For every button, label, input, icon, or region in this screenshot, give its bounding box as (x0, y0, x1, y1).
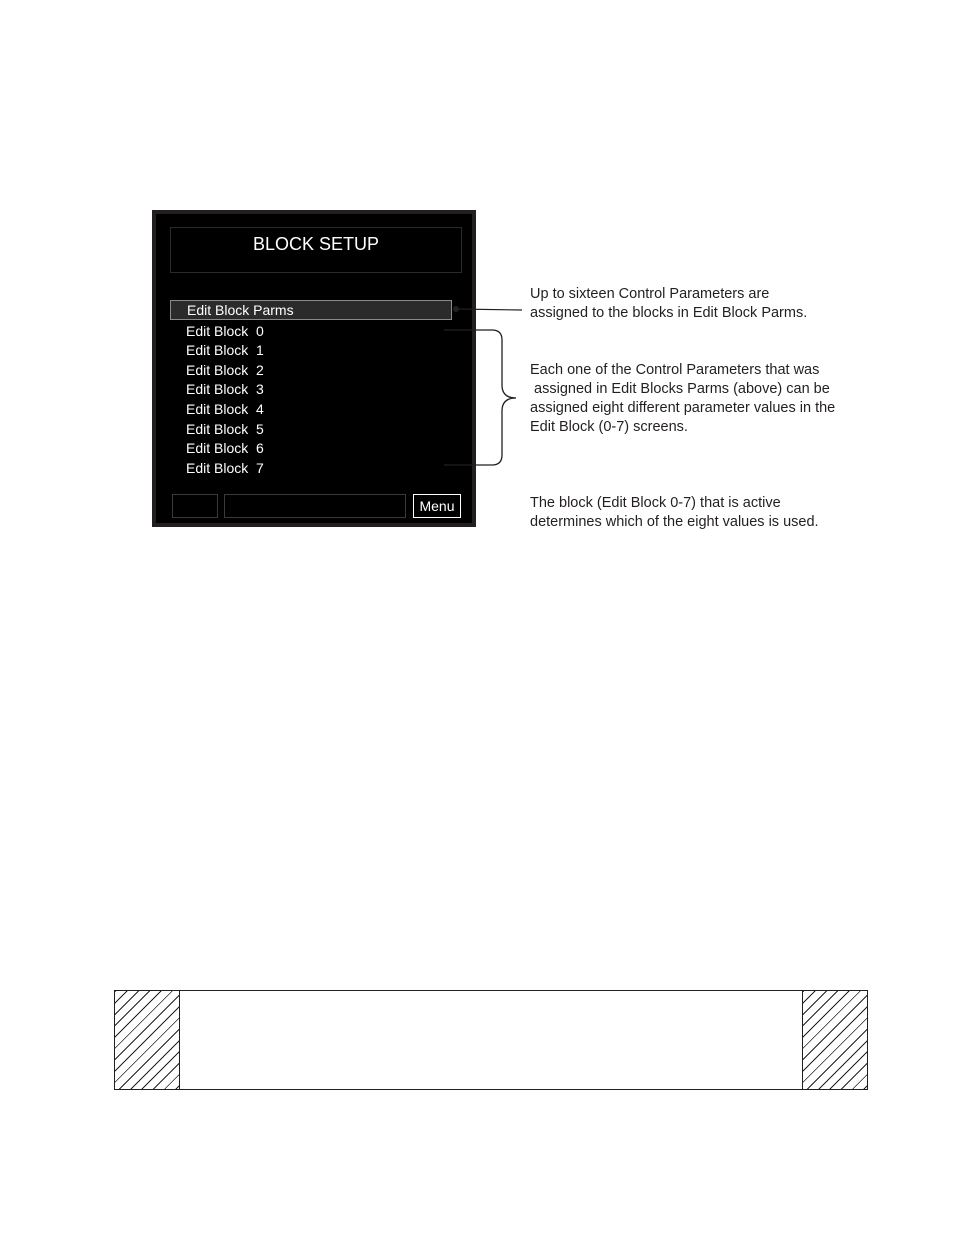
callout-active-block: The block (Edit Block 0-7) that is active determines which of the eight values is used. (530, 495, 819, 530)
menu-item-edit-block-4[interactable]: Edit Block 4 (186, 400, 264, 417)
menu-item-edit-block-6[interactable]: Edit Block 6 (186, 440, 264, 457)
menu-item-edit-block-7[interactable]: Edit Block 7 (186, 459, 264, 476)
menu-item-edit-block-2[interactable]: Edit Block 2 (186, 361, 264, 378)
leader-line-parms (456, 309, 522, 310)
hatched-tab-right (802, 991, 867, 1089)
menu-item-edit-block-5[interactable]: Edit Block 5 (186, 420, 264, 437)
callout-block-parms: Up to sixteen Control Parameters are assigned to the blocks in Edit Block Parms. (530, 286, 808, 321)
screen-title: BLOCK SETUP (252, 234, 380, 254)
menu-item-edit-block-1[interactable]: Edit Block 1 (186, 342, 264, 359)
callout-edit-blocks: Each one of the Control Parameters that was assigned in Edit Blocks Parms (above) can be assigned eight different parameter values in the Edit Block (0-7) screens. (530, 362, 836, 435)
hatched-tab-left (115, 991, 180, 1089)
menu-softkey[interactable]: Menu (413, 494, 461, 518)
curly-brace (444, 330, 516, 465)
footer-frame (114, 990, 868, 1090)
menu-item-edit-block-parms[interactable]: Edit Block Parms (170, 300, 452, 320)
menu-item-edit-block-3[interactable]: Edit Block 3 (186, 381, 264, 398)
menu-item-edit-block-0[interactable]: Edit Block 0 (186, 322, 264, 339)
